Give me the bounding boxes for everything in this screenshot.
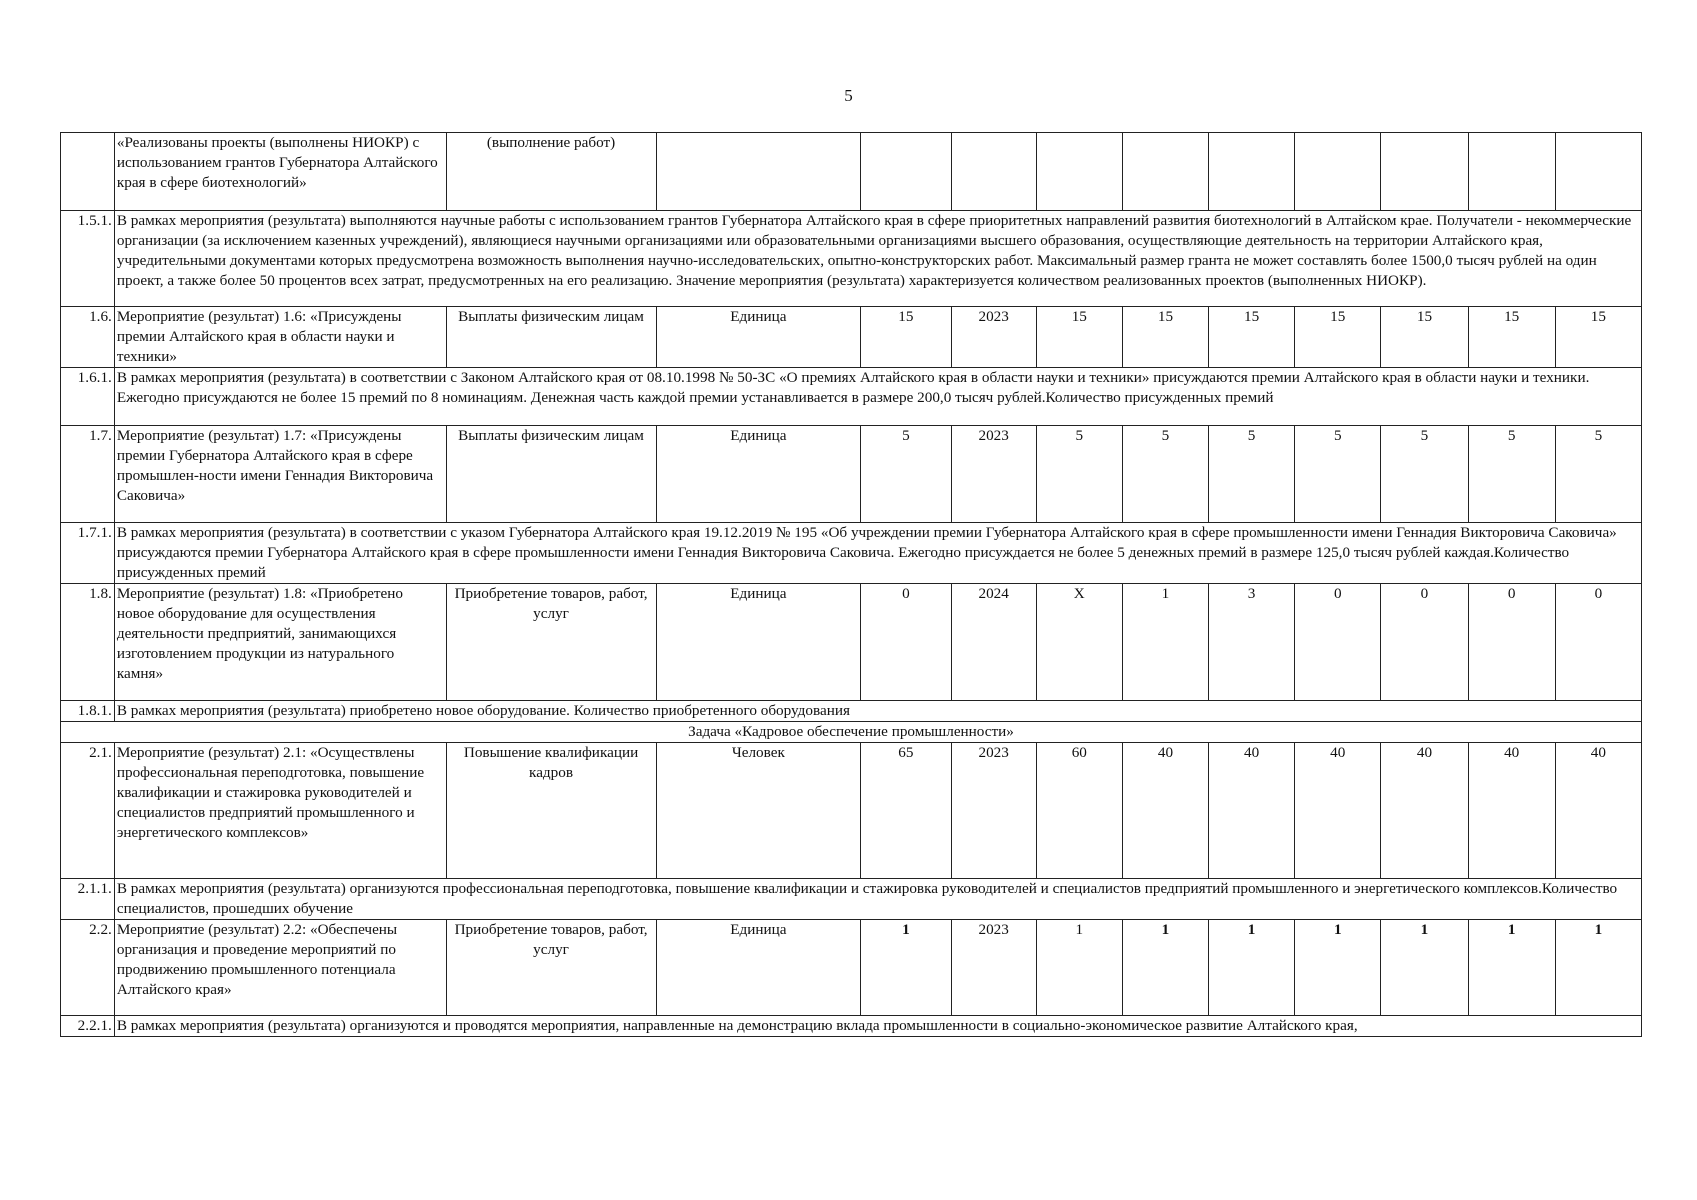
- event-description: В рамках мероприятия (результата) в соответствии с указом Губернатора Алтайского края 19.12.2019 № 195 «Об учреждении премии Губернатора Алтайского края в сфере промышленности имени Геннадия Викторовича Саковича» присуждаются премии Губернатора Алтайского края в сфере промышленности имени Геннадия Викторовича Саковича. Ежегодно присуждается не более 5 денежных премий в размере 125,0 тысяч рублей каждая.Количество присужденных премий: [114, 523, 1641, 584]
- year-value: 40: [1295, 743, 1381, 879]
- year-value: 40: [1468, 743, 1555, 879]
- event-description: В рамках мероприятия (результата) выполняются научные работы с использованием грантов Губернатора Алтайского края в сфере приоритетных направлений развития биотехнологий в Алтайском крае. Получатели - некоммерческие организации (за исключением казенных учреждений), являющиеся научными организациями или образовательными организациями высшего образования, осуществляющие деятельность на территории Алтайского края, учредительными документами которых предусмотрена возможность выполнения научно-исследовательских, опытно-конструкторских работ. Максимальный размер гранта не может составлять более 1500,0 тысяч рублей на один проект, а также более 50 процентов всех затрат, предусмотренных на его реализацию. Значение мероприятия (результата) характеризуется количеством реализованных проектов (выполненных НИОКР).: [114, 211, 1641, 307]
- base-value: 0: [861, 584, 951, 701]
- table-row: [61, 133, 1642, 211]
- year-value: 1: [1468, 920, 1555, 1016]
- year-value: 5: [1555, 426, 1641, 523]
- description-row: [61, 368, 1642, 426]
- row-number: 2.2.: [61, 920, 115, 1016]
- year-value: 1: [1209, 920, 1295, 1016]
- event-type: Приобретение товаров, работ, услуг: [446, 920, 656, 1016]
- year-value: 0: [1295, 584, 1381, 701]
- year-value: 15: [1381, 307, 1468, 368]
- year-value: 5: [1468, 426, 1555, 523]
- table-row: [61, 920, 1642, 1016]
- row-number: 1.8.1.: [61, 701, 115, 722]
- event-name: Мероприятие (результат) 1.8: «Приобретено новое оборудование для осуществления деятельности предприятий, занимающихся изготовлением продукции из натурального камня»: [114, 584, 446, 701]
- event-name: «Реализованы проекты (выполнены НИОКР) с использованием грантов Губернатора Алтайского края в сфере биотехнологий»: [114, 133, 446, 211]
- year-value: 60: [1036, 743, 1122, 879]
- event-type: Приобретение товаров, работ, услуг: [446, 584, 656, 701]
- base-value: 1: [861, 920, 951, 1016]
- unit: Единица: [656, 584, 861, 701]
- base-year: 2023: [951, 307, 1036, 368]
- row-number: 1.6.1.: [61, 368, 115, 426]
- year-value: 40: [1122, 743, 1208, 879]
- year-value: [1036, 133, 1122, 211]
- year-value: [1468, 133, 1555, 211]
- unit: Человек: [656, 743, 861, 879]
- table-row: [61, 307, 1642, 368]
- row-number: 2.2.1.: [61, 1016, 115, 1037]
- year-value: 1: [1122, 920, 1208, 1016]
- table-row: [61, 426, 1642, 523]
- year-value: 3: [1209, 584, 1295, 701]
- description-row: [61, 211, 1642, 307]
- unit: [656, 133, 861, 211]
- task-title: Задача «Кадровое обеспечение промышленности»: [61, 722, 1642, 743]
- event-type: Повышение квалификации кадров: [446, 743, 656, 879]
- row-number: 1.8.: [61, 584, 115, 701]
- table-row: [61, 584, 1642, 701]
- year-value: 5: [1036, 426, 1122, 523]
- task-row: [61, 722, 1642, 743]
- indicators-table: [60, 132, 1642, 1037]
- year-value: 5: [1295, 426, 1381, 523]
- year-value: 5: [1209, 426, 1295, 523]
- unit: Единица: [656, 307, 861, 368]
- event-name: Мероприятие (результат) 2.2: «Обеспечены организация и проведение мероприятий по продвижению промышленного потенциала Алтайского края»: [114, 920, 446, 1016]
- year-value: 5: [1122, 426, 1208, 523]
- base-year: 2023: [951, 920, 1036, 1016]
- unit: Единица: [656, 426, 861, 523]
- row-number: [61, 133, 115, 211]
- year-value: 15: [1209, 307, 1295, 368]
- year-value: 1: [1555, 920, 1641, 1016]
- year-value: [1209, 133, 1295, 211]
- year-value: 40: [1209, 743, 1295, 879]
- year-value: 15: [1295, 307, 1381, 368]
- page-number: 5: [844, 86, 853, 105]
- row-number: 1.6.: [61, 307, 115, 368]
- base-year: 2024: [951, 584, 1036, 701]
- event-description: В рамках мероприятия (результата) организуются профессиональная переподготовка, повышение квалификации и стажировка руководителей и специалистов предприятий промышленного и энергетического комплексов.Количество специалистов, прошедших обучение: [114, 879, 1641, 920]
- row-number: 1.7.: [61, 426, 115, 523]
- year-value: [1381, 133, 1468, 211]
- year-value: 1: [1036, 920, 1122, 1016]
- base-value: [861, 133, 951, 211]
- year-value: 15: [1468, 307, 1555, 368]
- base-year: 2023: [951, 426, 1036, 523]
- event-name: Мероприятие (результат) 2.1: «Осуществлены профессиональная переподготовка, повышение квалификации и стажировка руководителей и специалистов предприятий промышленного и энергетического комплексов»: [114, 743, 446, 879]
- year-value: 15: [1036, 307, 1122, 368]
- year-value: 0: [1381, 584, 1468, 701]
- event-type: Выплаты физическим лицам: [446, 426, 656, 523]
- event-description: В рамках мероприятия (результата) приобретено новое оборудование. Количество приобретенного оборудования: [114, 701, 1641, 722]
- event-name: Мероприятие (результат) 1.7: «Присуждены премии Губернатора Алтайского края в сфере промышлен-ности имени Геннадия Викторовича Саковича»: [114, 426, 446, 523]
- row-number: 2.1.: [61, 743, 115, 879]
- year-value: X: [1036, 584, 1122, 701]
- year-value: 1: [1295, 920, 1381, 1016]
- year-value: [1295, 133, 1381, 211]
- event-description: В рамках мероприятия (результата) организуются и проводятся мероприятия, направленные на демонстрацию вклада промышленности в социально-экономическое развитие Алтайского края,: [114, 1016, 1641, 1037]
- base-year: [951, 133, 1036, 211]
- base-value: 65: [861, 743, 951, 879]
- base-year: 2023: [951, 743, 1036, 879]
- event-type: (выполнение работ): [446, 133, 656, 211]
- year-value: 1: [1381, 920, 1468, 1016]
- year-value: [1555, 133, 1641, 211]
- event-name: Мероприятие (результат) 1.6: «Присуждены премии Алтайского края в области науки и техники»: [114, 307, 446, 368]
- row-number: 1.5.1.: [61, 211, 115, 307]
- table-row: [61, 743, 1642, 879]
- year-value: 40: [1381, 743, 1468, 879]
- event-type: Выплаты физическим лицам: [446, 307, 656, 368]
- unit: Единица: [656, 920, 861, 1016]
- description-row: [61, 1016, 1642, 1037]
- event-description: В рамках мероприятия (результата) в соответствии с Законом Алтайского края от 08.10.1998 № 50-ЗС «О премиях Алтайского края в области науки и техники» присуждаются премии Алтайского края в области науки и техники. Ежегодно присуждаются не более 15 премий по 8 номинациям. Денежная часть каждой премии устанавливается в размере 200,0 тысяч рублей.Количество присужденных премий: [114, 368, 1641, 426]
- base-value: 15: [861, 307, 951, 368]
- row-number: 1.7.1.: [61, 523, 115, 584]
- description-row: [61, 701, 1642, 722]
- description-row: [61, 523, 1642, 584]
- description-row: [61, 879, 1642, 920]
- year-value: 1: [1122, 584, 1208, 701]
- year-value: 15: [1122, 307, 1208, 368]
- base-value: 5: [861, 426, 951, 523]
- year-value: [1122, 133, 1208, 211]
- year-value: 15: [1555, 307, 1641, 368]
- year-value: 40: [1555, 743, 1641, 879]
- year-value: 0: [1555, 584, 1641, 701]
- row-number: 2.1.1.: [61, 879, 115, 920]
- year-value: 0: [1468, 584, 1555, 701]
- year-value: 5: [1381, 426, 1468, 523]
